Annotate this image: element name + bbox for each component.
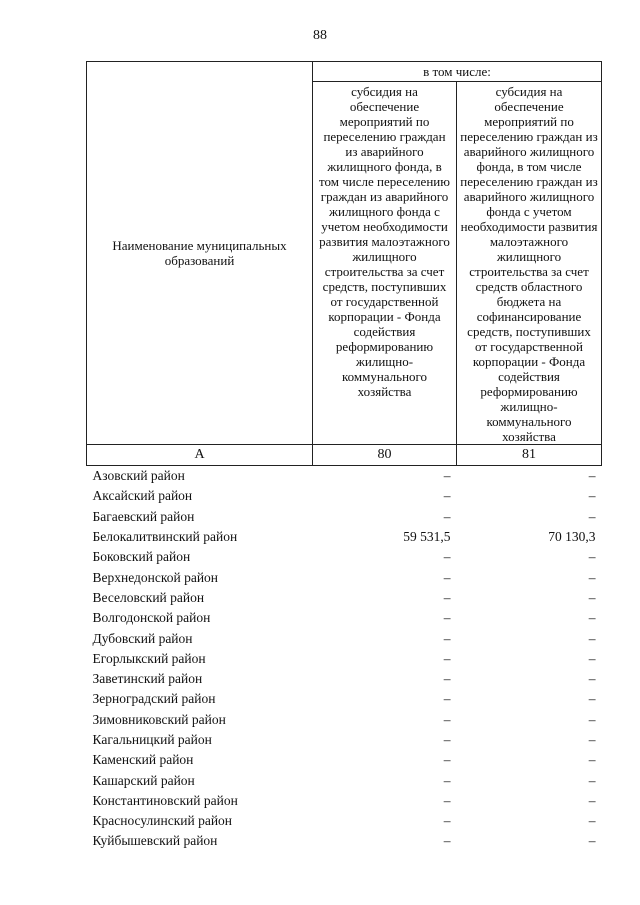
table-row bbox=[87, 466, 602, 487]
value-col-81: – bbox=[588, 468, 596, 484]
value-col-81: – bbox=[588, 671, 596, 687]
value-col-81: – bbox=[588, 691, 596, 707]
value-col-80: – bbox=[443, 610, 451, 626]
municipality-name: Кашарский район bbox=[92, 772, 195, 788]
value-col-81: – bbox=[588, 589, 596, 605]
municipality-name: Константиновский район bbox=[92, 792, 238, 808]
table-row bbox=[87, 588, 602, 608]
value-col-81: – bbox=[588, 650, 596, 666]
value-col-81: – bbox=[588, 833, 596, 849]
table-row bbox=[87, 750, 602, 770]
name-column-header: Наименование муниципальных образований bbox=[87, 62, 313, 445]
value-col-81: – bbox=[588, 772, 596, 788]
value-col-81: – bbox=[588, 732, 596, 747]
municipality-name: Белокалитвинский район bbox=[92, 529, 238, 545]
value-col-80: – bbox=[443, 650, 451, 666]
group-header: в том числе: bbox=[313, 62, 602, 82]
municipality-name: Зерноградский район bbox=[92, 691, 216, 707]
table-row bbox=[87, 507, 602, 527]
table-row bbox=[87, 831, 602, 851]
municipality-name: Кагальницкий район bbox=[92, 732, 212, 747]
column-index-row bbox=[87, 445, 602, 466]
value-col-81: – bbox=[588, 508, 596, 524]
value-col-81: – bbox=[588, 488, 596, 504]
municipality-name: Дубовский район bbox=[92, 630, 193, 646]
municipality-name: Зимовниковский район bbox=[92, 711, 226, 727]
index-cell-a: А bbox=[87, 445, 313, 466]
subsidy-table bbox=[86, 61, 602, 852]
value-col-81: – bbox=[588, 569, 596, 585]
municipality-name: Аксайский район bbox=[92, 488, 193, 504]
value-col-80: 59 531,5 bbox=[403, 529, 451, 545]
value-col-81: – bbox=[588, 610, 596, 626]
table-row bbox=[87, 710, 602, 730]
value-col-81: 70 130,3 bbox=[548, 529, 596, 545]
value-col-80: – bbox=[443, 488, 451, 504]
value-col-81: – bbox=[588, 813, 596, 829]
value-col-80: – bbox=[443, 549, 451, 565]
municipality-name: Веселовский район bbox=[92, 589, 205, 605]
value-col-80: – bbox=[443, 833, 451, 849]
index-cell-81: 81 bbox=[457, 445, 602, 466]
index-cell-80: 80 bbox=[313, 445, 457, 466]
municipality-name: Боковский район bbox=[92, 549, 191, 565]
header-row-group bbox=[87, 62, 602, 82]
page-number: 88 bbox=[313, 28, 327, 43]
municipality-name: Куйбышевский район bbox=[92, 833, 218, 849]
table-row bbox=[87, 628, 602, 648]
table-row bbox=[87, 608, 602, 628]
table-row bbox=[87, 770, 602, 790]
table-row bbox=[87, 486, 602, 506]
value-col-80: – bbox=[443, 589, 451, 605]
value-col-80: – bbox=[443, 792, 451, 808]
table-row bbox=[87, 669, 602, 689]
value-col-81: – bbox=[588, 549, 596, 565]
municipality-name: Багаевский район bbox=[92, 508, 195, 524]
value-col-80: – bbox=[443, 671, 451, 687]
value-col-80: – bbox=[443, 772, 451, 788]
municipality-name: Заветинский район bbox=[92, 671, 203, 687]
municipality-name: Верхнедонской район bbox=[92, 569, 219, 585]
value-col-81: – bbox=[588, 711, 596, 727]
value-col-80: – bbox=[443, 711, 451, 727]
value-col-81: – bbox=[588, 792, 596, 808]
municipality-name: Каменский район bbox=[92, 752, 194, 768]
table-row bbox=[87, 689, 602, 709]
table-row bbox=[87, 791, 602, 811]
municipality-name: Егорлыкский район bbox=[92, 650, 206, 666]
column-81-header: субсидия на обеспечение мероприятий по переселению граждан из аварийного жилищного фонда, в том числе переселению граждан из аварийного жилищного фонда с учетом необходимости развития малоэтажного жилищного строительства за счет средств областного бюджета на софинансирование средств, поступивших от государственной корпорации - Фонда содействия реформированию жилищно-коммунального хозяйства bbox=[457, 82, 602, 445]
table-row bbox=[87, 547, 602, 567]
value-col-81: – bbox=[588, 630, 596, 646]
value-col-80: – bbox=[443, 691, 451, 707]
table-row bbox=[87, 811, 602, 831]
municipality-name: Волгодонской район bbox=[92, 610, 211, 626]
value-col-80: – bbox=[443, 630, 451, 646]
value-col-80: – bbox=[443, 569, 451, 585]
municipality-name: Красносулинский район bbox=[92, 813, 233, 829]
table-row bbox=[87, 527, 602, 547]
table-row bbox=[87, 730, 602, 750]
value-col-80: – bbox=[443, 468, 451, 484]
value-col-81: – bbox=[588, 752, 596, 768]
column-80-header: субсидия на обеспечение мероприятий по переселению граждан из аварийного жилищного фонда, в том числе переселению граждан из аварийного жилищного фонда с учетом необходимости развития малоэтажного жилищного строительства за счет средств, поступивших от государственной корпорации - Фонда содействия реформированию жилищно-коммунального хозяйства bbox=[313, 82, 457, 445]
value-col-80: – bbox=[443, 508, 451, 524]
table-row bbox=[87, 567, 602, 587]
table-row bbox=[87, 649, 602, 669]
value-col-80: – bbox=[443, 732, 451, 747]
value-col-80: – bbox=[443, 752, 451, 768]
municipality-name: Азовский район bbox=[92, 468, 185, 484]
value-col-80: – bbox=[443, 813, 451, 829]
